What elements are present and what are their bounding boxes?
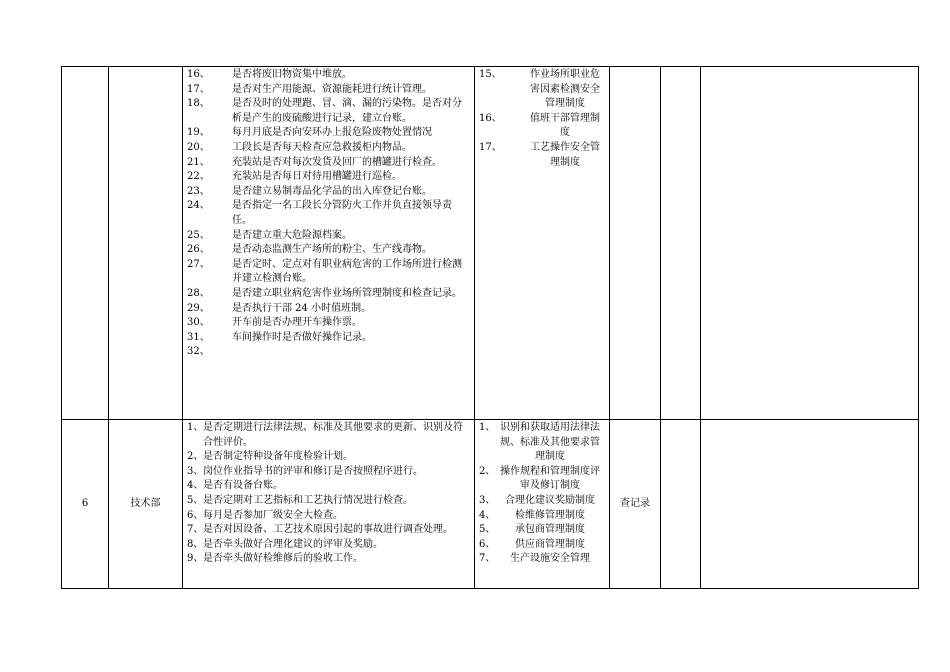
basis-item-text: 检维修管理制度 (515, 509, 585, 521)
basis-item-number: 2、 (479, 465, 496, 477)
table-row (62, 67, 919, 420)
check-item (187, 141, 470, 156)
check-item-number: 29、 (187, 302, 210, 314)
basis-item-number: 6、 (479, 538, 496, 550)
check-item-number: 9、 (187, 553, 204, 565)
empty-cell (701, 420, 919, 589)
check-item (187, 185, 470, 200)
check-item-number: 8、 (187, 538, 204, 550)
basis-list (475, 67, 609, 170)
check-item (187, 450, 470, 465)
basis-item-text: 工艺操作安全管理制度 (530, 141, 600, 168)
basis-item-text: 值班干部管理制度 (530, 112, 600, 139)
basis-list (475, 420, 609, 567)
check-items-list (183, 67, 474, 360)
check-item-text: 是否制定特种设备年度检验计划。 (203, 451, 353, 463)
check-item (187, 479, 470, 494)
check-item-text: 是否有设备台账。 (203, 480, 283, 492)
check-item (187, 509, 470, 524)
check-item-number: 27、 (187, 258, 210, 270)
check-item-text: 是否牵头做好合理化建议的评审及奖励。 (203, 538, 383, 550)
check-item-text: 是否及时的处理跑、冒、滴、漏的污染物。是否对分析是产生的废硫酸进行记录，建立台账。 (232, 98, 462, 124)
check-item-number: 20、 (187, 141, 210, 153)
basis-item (479, 552, 605, 567)
check-item (187, 68, 470, 83)
basis-item-number: 16、 (479, 112, 502, 124)
check-item (187, 538, 470, 553)
basis-item-text: 作业场所职业危害因素检测安全管理制度 (530, 69, 600, 110)
check-item-text: 是否建立重大危险源档案。 (232, 229, 352, 241)
check-items-cell (183, 420, 475, 589)
check-item (187, 97, 470, 126)
basis-item (479, 523, 605, 538)
basis-item (479, 538, 605, 553)
check-item-number: 25、 (187, 229, 210, 241)
check-item-number: 21、 (187, 156, 210, 168)
basis-item (479, 509, 605, 524)
basis-item-text: 识别和获取适用法律法规、标准及其他要求管理制度 (500, 422, 600, 463)
check-method (610, 67, 661, 420)
check-item-number: 24、 (187, 200, 210, 212)
basis-item-number: 4、 (479, 509, 496, 521)
department (109, 67, 183, 420)
check-item-number: 6、 (187, 509, 204, 521)
check-item (187, 494, 470, 509)
empty-cell (661, 420, 701, 589)
check-item-number: 28、 (187, 287, 210, 299)
check-item-number: 18、 (187, 98, 210, 110)
basis-item-number: 3、 (479, 494, 496, 506)
empty-cell (701, 67, 919, 420)
check-item-number: 32、 (187, 346, 210, 358)
check-item-text: 车间操作时是否做好操作记录。 (232, 331, 372, 343)
check-item-number: 3、 (187, 465, 204, 477)
check-item-text: 是否定期进行法律法规、标准及其他要求的更新、识别及符合性评价。 (203, 422, 463, 448)
row-number: 6 (62, 420, 109, 589)
check-item-text: 每月月底是否向安环办上报危险废物处置情况 (232, 127, 432, 139)
check-item-text: 工段长是否每天检查应急救援柜内物品。 (232, 141, 412, 153)
check-item-number: 16、 (187, 69, 210, 80)
check-item-text: 是否定时、定点对有职业病危害的工作场所进行检测并建立检测台账。 (232, 258, 462, 285)
check-item-text: 是否建立职业病危害作业场所管理制度和检查记录。 (232, 287, 462, 299)
check-item-number: 17、 (187, 83, 210, 95)
check-item (187, 302, 470, 317)
basis-item-text: 操作规程和管理制度评审及修订制度 (500, 465, 600, 492)
department: 技术部 (109, 420, 183, 589)
check-item-text: 是否将废旧物资集中堆放。 (232, 69, 352, 80)
check-item-text: 是否对因设备、工艺技术原因引起的事故进行调查处理。 (203, 524, 453, 536)
check-item (187, 465, 470, 480)
basis-item-number: 15、 (479, 69, 502, 80)
basis-item (479, 465, 605, 494)
basis-item (479, 68, 605, 112)
check-item (187, 287, 470, 302)
basis-item-text: 生产设施安全管理 (510, 553, 590, 565)
check-item-number: 31、 (187, 331, 210, 343)
basis-item (479, 421, 605, 465)
check-item (187, 523, 470, 538)
check-item (187, 229, 470, 244)
check-item-number: 7、 (187, 524, 204, 536)
basis-item-text: 承包商管理制度 (515, 524, 585, 536)
check-item (187, 243, 470, 258)
basis-item (479, 494, 605, 509)
check-item-text (232, 345, 470, 360)
check-item-text: 开车前是否办理开车操作票。 (232, 317, 362, 329)
check-item-number: 5、 (187, 494, 204, 506)
check-item (187, 316, 470, 331)
basis-item (479, 112, 605, 141)
check-item-number: 4、 (187, 480, 204, 492)
check-item-text: 是否执行干部 24 小时值班制。 (232, 302, 372, 314)
check-item-number: 19、 (187, 127, 210, 139)
basis-item (479, 141, 605, 170)
check-item-number: 30、 (187, 317, 210, 329)
check-items-cell (183, 67, 475, 420)
row-number (62, 67, 109, 420)
check-items-list (183, 420, 474, 567)
check-item-text: 是否定期对工艺指标和工艺执行情况进行检查。 (203, 494, 413, 506)
check-item-text: 是否建立易制毒品化学品的出入库登记台账。 (232, 185, 432, 197)
check-item-text: 岗位作业指导书的评审和修订是否按照程序进行。 (203, 465, 423, 477)
check-item-text: 是否指定一名工段长分管防火工作并负直接领导责任。 (232, 200, 452, 226)
basis-cell (475, 420, 610, 589)
check-item-text: 充装站是否每日对待用槽罐进行巡检。 (232, 171, 402, 183)
check-item-text: 是否对生产用能源、资源能耗进行统计管理。 (232, 83, 432, 95)
check-item (187, 258, 470, 287)
basis-item-number: 7、 (479, 553, 496, 565)
check-item-number: 26、 (187, 244, 210, 256)
basis-cell (475, 67, 610, 420)
check-item (187, 126, 470, 141)
check-item (187, 552, 470, 567)
inspection-table (61, 66, 919, 589)
check-item-text: 是否牵头做好检维修后的验收工作。 (203, 553, 363, 565)
check-item (187, 331, 470, 346)
check-item (187, 345, 470, 360)
check-method: 查记录 (610, 420, 661, 589)
basis-item-number: 5、 (479, 524, 496, 536)
check-item (187, 170, 470, 185)
check-item-number: 23、 (187, 185, 210, 197)
check-item (187, 199, 470, 228)
basis-item-text: 合理化建议奖励制度 (505, 494, 595, 506)
check-item-text: 充装站是否对每次发货及回厂的槽罐进行检查。 (232, 156, 442, 168)
check-item-text: 每月是否参加厂级安全大检查。 (203, 509, 343, 521)
empty-cell (661, 67, 701, 420)
check-item-text: 是否动态监测生产场所的粉尘、生产线毒物。 (232, 244, 432, 256)
check-item (187, 156, 470, 171)
check-item (187, 83, 470, 98)
table-row (62, 420, 919, 589)
basis-item-number: 1、 (479, 422, 496, 433)
basis-item-number: 17、 (479, 141, 502, 153)
check-item-number: 1、 (187, 422, 204, 433)
check-item (187, 421, 470, 450)
basis-item-text: 供应商管理制度 (515, 538, 585, 550)
check-item-number: 22、 (187, 171, 210, 183)
check-item-number: 2、 (187, 451, 204, 463)
